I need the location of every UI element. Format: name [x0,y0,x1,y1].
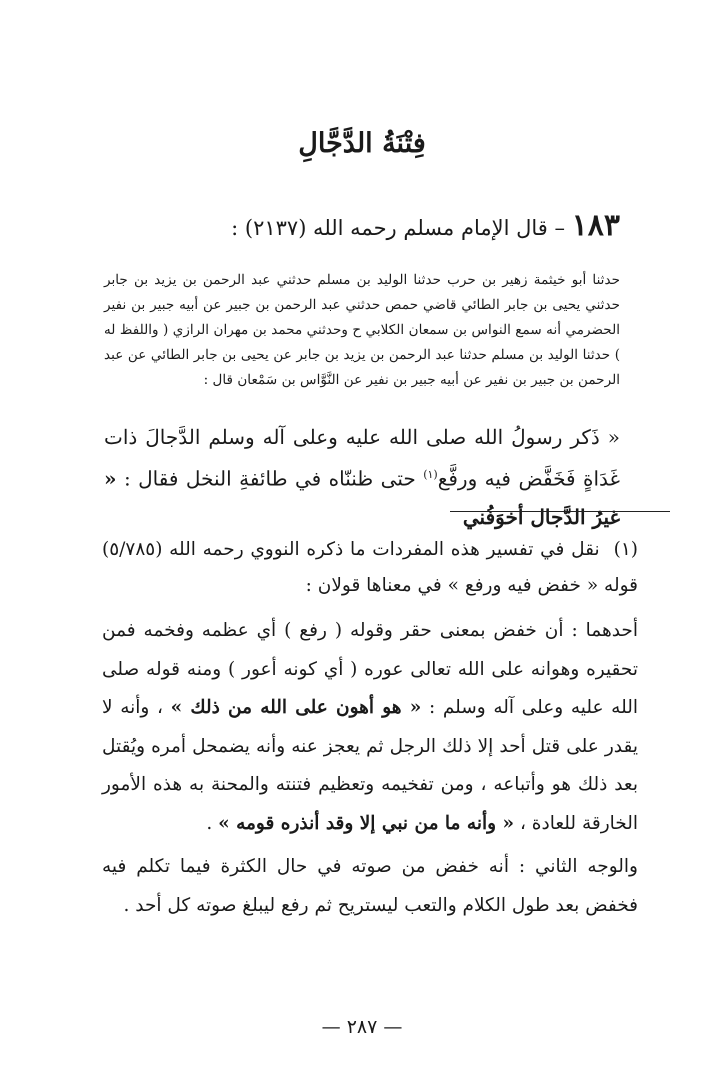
hadith-heading [100,208,620,243]
first-meaning-b: ، وأنه لا يقدر على قتل أحد إلا ذلك الرجل ثم يعجز عنه وأنه يضمحل أمره ويُقتل بعد ذلك هو وأتباعه ، ومن تفخيمه وتعظيم فتنته والمحنة به هذه الأمور الخارقة للعادة ، [102,697,638,834]
footnote-number: (١) [613,539,638,560]
footnote-intro [102,532,638,604]
matn-text-3: « غيرُ الدَّجال أخوَفُني [104,466,620,529]
hadith-number: ١٨٣ [571,208,620,243]
first-meaning-quote-2: « وأنه ما من نبي إلا وقد أنذره قومه » [218,812,515,834]
first-meaning-end: . [206,812,213,834]
footnote-marker: (١) [423,468,438,481]
hadith-isnad [104,268,620,393]
footnote-second-meaning: والوجه الثاني : أنه خفض من صوته في حال الكثرة فيما تكلم فيه فخفض بعد طول الكلام والتعب ليستريح ثم رفع ليبلغ صوته كل أحد . [102,856,638,916]
hadith-matn [104,418,620,536]
page-number: — ٢٨٧ — [321,1016,403,1038]
first-meaning-quote: « هو أهون على الله من ذلك » [170,697,422,718]
first-meaning-a: أحدهما : أن خفض بمعنى حقر وقوله ( رفع ) أي عظمه وفخمه فمن تحقيره وهوانه على الله تعالى عوره ( أي كونه أعور ) ومنه قوله صلى الله عليه وعلى آله وسلم : [102,620,638,718]
chapter-title: فِتْنَةُ الدَّجَّالِ [298,128,426,159]
footnote-intro-text: نقل في تفسير هذه المفردات ما ذكره النووي رحمه الله (٥/٧٨٥) قوله « خفض فيه ورفع » في معناها قولان : [102,539,638,596]
isnad-text: حدثنا أبو خيثمة زهير بن حرب حدثنا الوليد بن مسلم حدثني عبد الرحمن بن يزيد بن جابر حدثني يحيى بن جابر الطائي قاضي حمص حدثني عبد الرحمن بن جبير عن أبيه جبير بن نفير الحضرمي أنه سمع النواس بن سمعان الكلابي ح وحدثني محمد بن مهران الرازي ( واللفظ له ) حدثنا الوليد بن مسلم حدثنا عبد الرحمن بن يزيد بن جابر عن يحيى بن جابر الطائي عن عبد الرحمن بن جبير بن نفير عن أبيه جبير بن نفير عن النَّوَّاس بن سَمْعان قال : [104,272,620,388]
footnote-divider [450,511,670,512]
footnote-first-meaning [102,612,638,843]
matn-text-1: « ذَكر رسولُ الله صلى الله عليه وعلى آله وسلم الدَّجالَ ذات غَدَاةٍ فَخَفَّض فيه ورفَّع [104,425,620,491]
hadith-source: – قال الإمام مسلم رحمه الله (٢١٣٧) : [231,216,565,240]
matn-text-2: حتى ظننّاه في طائفةِ النخل فقال : [123,466,416,491]
